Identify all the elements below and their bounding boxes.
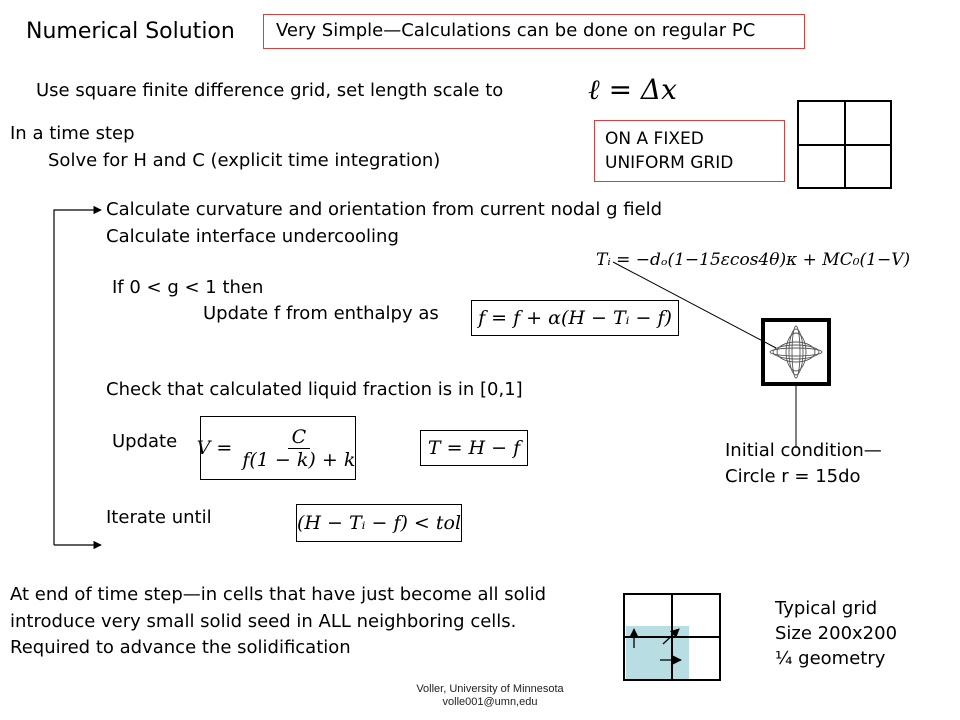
- grid-description: Use square finite difference grid, set length scale to: [36, 80, 504, 101]
- calc-undercooling-text: Calculate interface undercooling: [106, 226, 399, 247]
- typical-grid-diagram: [624, 594, 720, 680]
- end-step-line-2: introduce very small solid seed in ALL neighboring cells.: [10, 611, 517, 632]
- update-label: Update: [112, 431, 178, 452]
- t-equation: T = H − f: [420, 430, 528, 466]
- tolerance-equation: (H − Tᵢ − f) < tol: [296, 504, 462, 542]
- equation-pointer-line: [613, 262, 776, 348]
- footer-email: volle001@umn,edu: [442, 696, 538, 708]
- typical-grid-line-1: Typical grid: [775, 598, 878, 619]
- end-step-line-1: At end of time step—in cells that have just become all solid: [10, 584, 547, 605]
- end-step-line-3: Required to advance the solidification: [10, 637, 351, 658]
- typical-grid-line-3: ¼ geometry: [775, 648, 886, 669]
- footer-author: Voller, University of Minnesota: [416, 683, 564, 695]
- update-f-text: Update f from enthalpy as: [203, 303, 439, 324]
- v-equation-denominator: f(1 − k) + k: [242, 448, 356, 471]
- check-fraction-text: Check that calculated liquid fraction is in [0,1]: [106, 379, 523, 400]
- time-step-solve: Solve for H and C (explicit time integration): [48, 150, 441, 171]
- fixed-grid-line-2: UNIFORM GRID: [605, 153, 734, 173]
- if-condition-text: If 0 < g < 1 then: [112, 277, 264, 298]
- f-update-equation: f = f + α(H − Tᵢ − f): [471, 300, 679, 336]
- iterate-label: Iterate until: [106, 507, 212, 528]
- banner-text: Very Simple—Calculations can be done on regular PC: [276, 20, 756, 41]
- iteration-loop-arrow: [54, 210, 101, 545]
- v-equation-numerator: C: [288, 426, 311, 449]
- fixed-grid-diagram: [798, 101, 891, 188]
- undercooling-equation: Tᵢ = −dₒ(1−15εcos4θ)κ + MC₀(1−V): [596, 250, 911, 270]
- fixed-grid-line-1: ON A FIXED: [605, 129, 704, 149]
- slide-title: Numerical Solution: [26, 19, 235, 44]
- v-equation-lhs: V =: [196, 437, 233, 459]
- initial-condition-line-2: Circle r = 15do: [725, 466, 861, 487]
- length-scale-equation: ℓ = Δx: [588, 73, 677, 106]
- time-step-heading: In a time step: [10, 123, 135, 144]
- initial-condition-line-1: Initial condition—: [725, 440, 882, 461]
- dendrite-diagram: [763, 320, 829, 384]
- calc-curvature-text: Calculate curvature and orientation from current nodal g field: [106, 199, 663, 220]
- typical-grid-line-2: Size 200x200: [775, 623, 898, 644]
- solid-seed-region: [626, 626, 689, 680]
